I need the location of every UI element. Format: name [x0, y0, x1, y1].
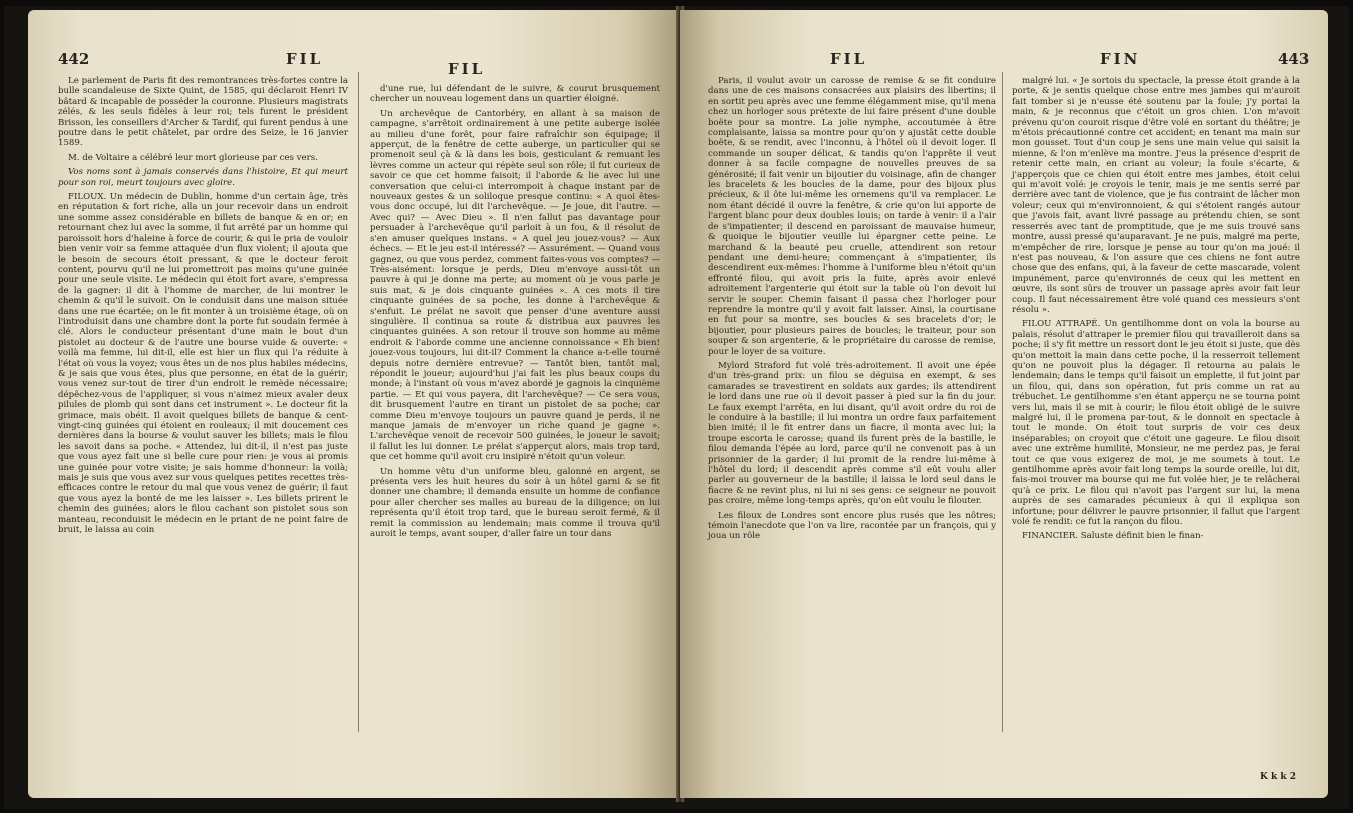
- paragraph: FILOUX. Un médecin de Dublin, homme d'un certain âge, très en réputation & fort riche, alla un jour recevoir dans un endroit une somme assez considérable en billets de banque & en or; en retournant chez lui avec la somme, il fut arrêté par un homme qui paroissoit hors d'haleine à force de courir, & qui le pria de vouloir bien venir voir sa femme attaquée d'un flux violent; il ajouta que le besoin de secours étoit pressant, & que le docteur feroit content, pourvu qu'il ne lui promettroit pas moins qu'une guinée pour une seule visite. Le médecin qui étoit fort avare, s'empressa de la gagner: il dit à l'homme de marcher, de lui montrer le chemin & qu'il le suivoit. On le conduisit dans une maison située dans une rue écartée; on le fit monter à un troisième étage, où on l'introduisit dans une chambre dont la porte fut soudain fermée à clé. Alors le conducteur présentant d'une main le bout d'un pistolet au docteur & de l'autre une bourse vuide & ouverte: « voilà ma femme, lui dit-il, elle est hier un flux qui l'a réduite à l'état où vous la voyez; vous êtes un de nos plus habiles médecins, & je sais que vous êtes, plus que personne, en état de la guérir; vous venez sur-tout de tirer d'un endroit le remède nécessaire; dépêchez-vous de l'appliquer, si vous n'aimez mieux avaler deux pilules de plomb qui sont dans cet instrument ». Le docteur fit la grimace, mais obéit. Il avoit quelques billets de banque & cent-vingt-cinq guinées qui étoient en rouleaux; il mit doucement ces dernières dans la bourse & voulut sauver les billets; mais le filou les savoit dans sa poche. « Attendez, lui dit-il, il n'est pas juste que vous ayez fait une si belle cure pour rien: je vous ai promis une guinée pour votre visite; je sais homme d'honneur: la voilà; mais je suis que vous avez sur vous quelques petites recettes très-efficaces contre le retour du mal que vous venez de guérir; il faut que vous ayez la bonté de me les laisser ». Les billets prirent le chemin des guinées; alors le filou cachant son pistolet sous son manteau, reconduisit le médecin en le priant de ne point faire de bruit, le laissa au coin: [58, 192, 348, 536]
- running-head-right: FIN: [1100, 50, 1141, 68]
- paragraph: d'une rue, lui défendant de le suivre, & courut brusquement chercher un nouveau logement dans un quartier éloigné.: [370, 84, 660, 105]
- left-column-2: [370, 84, 660, 543]
- paragraph: Un archevêque de Cantorbéry, en allant à sa maison de campagne, s'arrêtoit ordinairement à une petite auberge isolée au milieu d'une forêt, pour faire rafraîchir son équipage; il apperçut, de la fenêtre de cette auberge, un particulier qui se promenoit seul çà & là dans les bois, gesticulant & remuant les lèvres comme un acteur qui répète seul son rôle; il fut curieux de savoir ce que cet homme faisoit; il l'aborde & lie avec lui une conversation que celui-ci interrompoit à chaque instant par de nouveaux gestes & un soliloque presque continu: « A quoi êtes-vous donc occupé, lui dit l'archevêque. — Je joue, dit l'autre. — Avec qui? — Avec Dieu ». Il n'en fallut pas davantage pour persuader à l'archevêque qu'il parloit à un fou, & il résolut de s'en amuser quelques instans. « A quel jeu jouez-vous? — Aux échecs. — Et le jeu est-il intéressé? — Assurément. — Quand vous gagnez, ou que vous perdez, comment faites-vous vos comptes? — Très-aisément: lorsque je perds, Dieu m'envoye aussi-tôt un pauvre à qui je donne ma perte; au moment où je vous parle je suis mat, & je dois cinquante guinées ». A ces mots il tire cinquante guinées de sa poche, les donne à l'archevêque & s'enfuit. Le prélat ne savoit que penser d'une aventure aussi singulière. Il continua sa route & distribua aux pauvres les cinquantes guinées. A son retour il trouve son homme au même endroit & l'aborde comme une ancienne connoissance « Eh bien! jouez-vous toujours, lui dit-il? Comment la chance a-t-elle tourné depuis notre dernière entrevue? — Tantôt bien, tantôt mal, répondit le joueur; aujourd'hui j'ai fait les plus beaux coups du monde; à l'instant où vous m'avez abordé je gagnois la cinquième partie. — Et qui vous payera, dit l'archevêque? — Ce sera vous, dit brusquement l'autre en tirant un pistolet de sa poche; car comme Dieu m'envoye toujours un pauvre quand je perds, il ne manque jamais de m'envoyer un riche quand je gagne ». L'archevêque venoit de recevoir 500 guinées, le joueur le savoit; il fallut les lui donner. Le prélat s'apperçut alors, mais trop tard, que cet homme qu'il avoit cru insipiré n'étoit qu'un voleur.: [370, 108, 660, 463]
- paragraph: FINANCIER. Saluste définit bien le finan-: [1022, 531, 1204, 542]
- signature-mark: K k k 2: [1260, 772, 1296, 782]
- paragraph: Paris, il voulut avoir un carosse de remise & se fit conduire dans une de ces maisons consacrées aux plaisirs des libertins; il en sortit peu après avec une femme élégamment mise, qu'il mena chez un horloger sous prétexte de lui faire présent d'une double boëte pour sa montre. La jolie nymphe, accoutumée à être complaisante, laissa sa montre pour qu'on y ajustât cette double boëte, & se rendit, avec l'inconnu, à l'hôtel où il devoit loger. Il commande un souper délicat, & tandis qu'on l'apprête il veut donner à sa facile compagne de nouvelles preuves de sa générosité; il fait venir un bijoutier du voisinage, afin de changer les bracelets & les boucles de la dame, pour des bijoux plus précieux, & il ôte lui-même les ornemens qu'il va remplacer. Le nom étant décidé il ouvre la fenêtre, & crie qu'on lui apporte de l'argent blanc pour deux doubles louis; on tarde à venir: il a l'air de s'impatienter; il descend en paroissant de mauvaise humeur, & quoique le bijoutier veuille lui épargner cette peine. Le marchand & la beauté peu cruelle, attendirent son retour pendant une demi-heure; commençant à s'impatienter, ils descendirent eux-mêmes: l'homme à l'uniforme bleu n'étoit qu'un effronté filou, qui avoit pris la fuite, après avoir enlevé adroitement l'argenterie qui étoit sur la table où l'on devoit lui servir le souper. Chemin faisant il passa chez l'horloger pour reprendre la montre qu'il y avoit fait laisser. Ainsi, la courtisane en fut pour sa montre, ses boucles & ses bracelets d'or; le bijoutier, pour plusieurs paires de boucles; le traiteur, pour son souper & son argenterie, & le propriétaire du carosse de remise, pour le loyer de sa voiture.: [708, 76, 996, 357]
- page-number: 443: [1278, 50, 1310, 68]
- paragraph: M. de Voltaire a célébré leur mort glorieuse par ces vers.: [68, 152, 318, 163]
- paragraph: Mylord Straford fut volé très-adroitement. Il avoit une épée d'un très-grand prix: un filou se déguisa en exempt, & ses camarades se travestirent en soldats aux gardes; ils attendirent le lord dans une rue où il devoit passer à pied sur la fin du jour. Le faux exempt l'arrêta, en lui disant, qu'il avoit ordre du roi de le conduire à la bastille; il lui montra un ordre faux parfaitement bien imité; il le fit entrer dans un fiacre, il monta avec lui; la troupe escorta le carosse; quand ils furent près de la bastille, le filou demanda l'épée au lord, parce qu'il ne convenoit pas à un prisonnier de la garder; il lui promit de la rendre lui-même à l'hôtel du lord; il descendit après comme s'il eût voulu aller parler au gouverneur de la bastille; il laissa le lord seul dans le fiacre & ne revint plus, ni lui ni ses gens: ce seigneur ne pouvoit pas croire, même long-temps après, qu'on eût voulu le filouter.: [708, 360, 996, 507]
- running-head-left: FIL: [830, 50, 868, 68]
- paragraph: Les filoux de Londres sont encore plus rusés que les nôtres; témoin l'anecdote que l'on va lire, racontée par un françois, qui y joua un rôle: [708, 510, 996, 542]
- right-column-2: [1012, 76, 1300, 546]
- verse: Vos noms sont à jamais conservés dans l'histoire, Et qui meurt pour son roi, meurt toujours avec gloire.: [58, 167, 348, 188]
- left-page: [28, 10, 678, 798]
- right-column-1: [708, 76, 996, 546]
- running-head: FIL: [286, 50, 324, 68]
- left-column-1: [58, 76, 348, 539]
- column-rule: [358, 72, 359, 732]
- right-page: [680, 10, 1328, 798]
- running-head-col2: FIL: [448, 60, 486, 78]
- paragraph: Le parlement de Paris fit des remontrances très-fortes contre la bulle scandaleuse de Sixte Quint, de 1585, qui déclaroit Henri IV bâtard & incapable de posséder la couronne. Plusieurs magistrats zélés, & les seuls fidèles à leur roi; tels furent le président Brisson, les conseillers d'Archer & Tardif, qui furent pendus à une poutre dans le petit châtelet, par ordre des Seize, le 16 janvier 1589.: [58, 76, 348, 149]
- paragraph: malgré lui. « Je sortois du spectacle, la presse étoit grande à la porte, & je sentis quelque chose entre mes jambes qui m'auroit fait tomber si je n'eusse été soutenu par la foule; j'y portai la main, & je reconnus que c'étoit un gros chien. L'on m'avoit prévenu qu'on couroit risque d'être volé en sortant du théâtre; je m'étois précautionné contre cet accident; en tenant ma main sur mon gousset. Tout d'un coup je sens une main velue qui saisit la mienne, & l'on m'enlève ma montre. J'eus la présence d'esprit de retenir cette main, en criant au voleur; la foule s'écarte, & j'apperçois que ce chien qui étoit entre mes jambes, étoit celui qui m'avoit volé: je croyois le tenir, mais je me sentis serré par derrière avec tant de violence, que je fus contraint de lâcher mon voleur; ceux qui m'environnoient, & qui s'étoient rangés autour que j'avois fait, avant livré passage au prétendu chien, se sont resserrés avec tant de promptitude, que je me suis trouvé sans montre, aussi pressé qu'auparavant. Je ne puis, malgré ma perte, m'empêcher de rire, lorsque je pense au tour qu'on ma joué: il n'est pas nouveau, & l'on assure que ces chiens ne font autre chose que des enfans, qui, à la faveur de cette mascarade, volent impunément, parce qu'environnés de ceux qui les mettent en œuvre, ils sont sûrs de trouver un passage après avoir fait leur coup. Il faut nécessairement être volé quand ces messieurs s'ont résolu ».: [1012, 76, 1300, 315]
- paragraph: FILOU ATTRAPÉ. Un gentilhomme dont on vola la bourse au palais, résolut d'attraper le premier filou qui travailleroit dans sa poche; il s'y fit mettre un ressort dont le jeu étoit si juste, que dès qu'on mettoit la main dans cette poche, il la resserroit tellement qu'on ne pouvoit plus la dégager. Il retourna au palais le lendemain; dans le temps qu'il faisoit un emplette, il fut joint par un filou, qui, dans son opération, fut pris comme un rat au trébuchet. Le gentilhomme s'en étant apperçu ne se tourna point vers lui, mais il se mit à courir; le filou étoit obligé de le suivre malgré lui, il le promena par-tout, & le donnoit en spectacle à tout le monde. On étoit tout surpris de voir ces deux inséparables; on croyoit que c'étoit une gageure. Le filou disoit avec une extrême humilité, Monsieur, ne me perdez pas, je ferai tout ce que vous exigerez de moi, je me soumets à tout. Le gentilhomme après avoir fait long temps la sourde oreille, lui dit, fais-moi trouver ma bourse qui me fut volée hier, je te relâcherai qu'à ce prix. Le filou qui n'avoit pas l'argent sur lui, la mena auprès de ses camarades pécunieux à qui il expliqua son infortune; pour délivrer le pauvre prisonnier, il fallut que l'argent volé fe rendit: ce fut la rançon du filou.: [1012, 319, 1300, 528]
- paragraph: Un homme vêtu d'un uniforme bleu, galonné en argent, se présenta vers les huit heures du soir à un hôtel garni & se fit donner une chambre; il demanda ensuite un homme de confiance pour aller chercher ses malles au bureau de la diligence; on lui représenta qu'il étoit trop tard, que le bureau seroit fermé, & il remit la commission au lendemain; mais comme il trouva qu'il auroit le temps, avant souper, d'aller faire un tour dans: [370, 466, 660, 540]
- column-rule: [1002, 72, 1003, 732]
- page-number: 442: [58, 50, 90, 68]
